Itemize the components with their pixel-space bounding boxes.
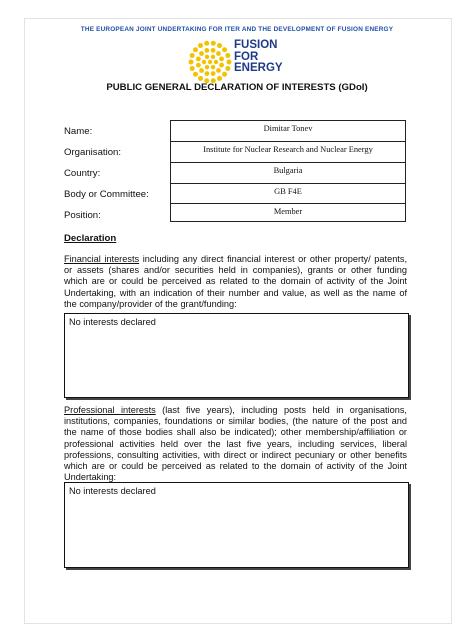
name-value-field: Dimitar Tonev xyxy=(170,120,406,141)
financial-interests-text: including any direct financial interest or other property/ patents, or assets (shares and/or securities held in companies), grants or other funding which are or could be perceived as related to the domain of activity of the Joint Undertaking, with an indication of their number and value, as well as the name of the company/provider of the grant/funding: xyxy=(64,254,407,309)
professional-interests-paragraph xyxy=(64,405,407,483)
organisation-value-field: Institute for Nuclear Research and Nuclear Energy xyxy=(170,141,406,162)
name-label: Name: xyxy=(64,126,93,137)
professional-interests-answer-box: No interests declared xyxy=(64,482,409,568)
financial-interests-answer-box: No interests declared xyxy=(64,313,409,398)
country-value-field: Bulgaria xyxy=(170,162,406,183)
position-value-field: Member xyxy=(170,203,406,222)
brand-line: ENERGY xyxy=(234,62,283,75)
fusion-for-energy-sun-logo-icon xyxy=(186,38,234,86)
organisation-banner: THE EUROPEAN JOINT UNDERTAKING FOR ITER AND THE DEVELOPMENT OF FUSION ENERGY xyxy=(80,26,394,33)
brand-line: FUSION xyxy=(234,39,278,51)
body-committee-label: Body or Committee: xyxy=(64,189,149,200)
country-label: Country: xyxy=(64,168,101,179)
financial-interests-paragraph xyxy=(64,254,407,310)
brand-wordmark xyxy=(234,40,283,75)
declaration-heading: Declaration xyxy=(64,233,117,244)
document-title: PUBLIC GENERAL DECLARATION OF INTERESTS (GDoI) xyxy=(106,82,368,93)
professional-interests-term: Professional interests xyxy=(64,405,156,415)
position-label: Position: xyxy=(64,210,101,221)
financial-interests-term: Financial interests xyxy=(64,254,140,264)
brand-line: FOR xyxy=(234,50,259,63)
professional-interests-text: (last five years), including posts held in organisations, institutions, companies, foundations or similar bodies, (the nature of the post and the name of those bodies shall also be indicated); other membership/affiliation or professional activities held over the last five years, including services, liberal professions, consulting activities, with direct or indirect pecuniary or other benefits which are or could be perceived as related to the domain of activity of the Joint Undertaking: xyxy=(64,405,407,483)
organisation-label: Organisation: xyxy=(64,147,122,158)
body-committee-value-field: GB F4E xyxy=(170,183,406,203)
